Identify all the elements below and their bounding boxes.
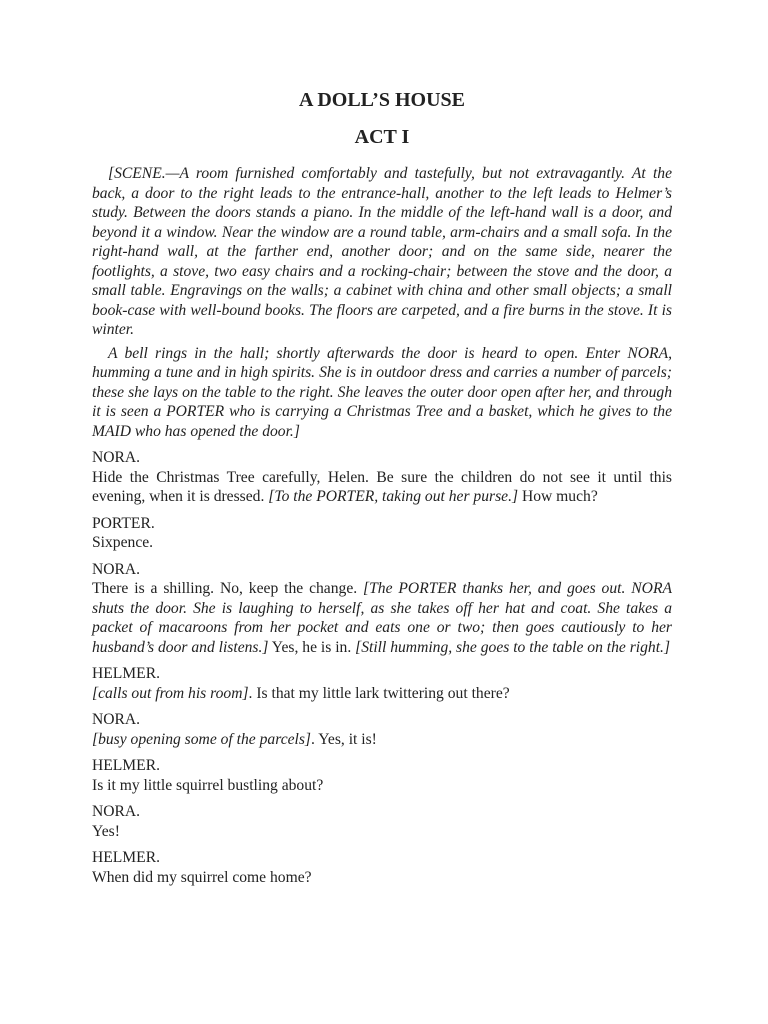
speaker-name: NORA. — [92, 449, 141, 466]
speech-line: How much? — [518, 488, 598, 505]
speech-text — [92, 468, 672, 507]
act-heading: ACT I — [354, 126, 410, 148]
scene-description: [SCENE.—A room furnished comfortably and tastefully, but not extravagantly. At the back, a door to the right leads to the entrance-hall, another to the left leads to Helmer’s study. Between the doors stands a piano. In the middle of the left-hand wall is a door, and beyond it a window. Near the window are a round table, arm-chairs and a small sofa. In the right-hand wall, at the farther end, another door; and on the same side, nearer the footlights, a stove, two easy chairs and a rocking-chair; between the stove and the door, a small table. Engravings on the walls; a cabinet with china and other small objects; a small book-case with well-bound books. The floors are carpeted, and a fire burns in the stove. It is winter. — [92, 165, 672, 338]
speech-text — [92, 822, 672, 842]
speech-text — [92, 776, 672, 796]
dialogue-block — [92, 448, 672, 507]
speaker-name: HELMER. — [92, 849, 161, 866]
dialogue-block — [92, 664, 672, 703]
speech-text — [92, 533, 672, 553]
document-page — [92, 88, 672, 887]
speaker-name: HELMER. — [92, 665, 161, 682]
opening-stage-direction: A bell rings in the hall; shortly afterwards the door is heard to open. Enter NORA, humming a tune and in high spirits. She is in outdoor dress and carries a number of parcels; these she lays on the table to the right. She leaves the outer door open after her, and through it is seen a PORTER who is carrying a Christmas Tree and a basket, which he gives to the MAID who has opened the door.] — [92, 344, 672, 440]
speech-line: Sixpence. — [92, 534, 154, 551]
speech-text — [92, 730, 672, 750]
speaker-name: HELMER. — [92, 757, 161, 774]
dialogue-block — [92, 848, 672, 887]
speaker-name: PORTER. — [92, 514, 155, 532]
speech-line: There is a shilling. No, keep the change. — [92, 580, 364, 597]
dialogue-block — [92, 710, 672, 749]
speaker-name: NORA. — [92, 560, 141, 578]
dialogue-block — [92, 514, 672, 553]
dialogue-block — [92, 802, 672, 841]
dialogue — [92, 448, 672, 887]
stage-direction: [busy opening some of the parcels] — [92, 730, 312, 748]
speech-line: Is it my little squirrel bustling about? — [92, 776, 324, 794]
speech-text — [92, 684, 672, 704]
stage-direction: [To the PORTER, taking out her purse.] — [268, 488, 519, 505]
stage-direction: [Still humming, she goes to the table on the right.] — [355, 638, 671, 656]
dialogue-block — [92, 756, 672, 795]
speaker-name: NORA. — [92, 803, 141, 820]
speech-line: . Is that my little lark twittering out there? — [248, 684, 510, 702]
dialogue-block — [92, 560, 672, 658]
speech-line: . Yes, it is! — [311, 730, 377, 748]
speech-line: Yes! — [92, 822, 120, 840]
play-title: A DOLL’S HOUSE — [299, 89, 465, 111]
stage-direction: [calls out from his room] — [92, 684, 249, 702]
speech-line: Yes, he is in. — [268, 638, 356, 656]
speech-line: When did my squirrel come home? — [92, 868, 312, 886]
speech-text — [92, 868, 672, 888]
speech-text — [92, 579, 672, 657]
stage-direction: [The PORTER thanks her, and goes out. NORA shuts the door. She is laughing to herself, as she takes off her hat and coat. She takes a packet of macaroons from her pocket and eats one or two; then goes cautiously to her husband’s door and listens.] — [92, 580, 672, 656]
speech-line: Hide the Christmas Tree carefully, Helen. Be sure the children do not see it until this evening, when it is dressed. — [92, 468, 672, 505]
speaker-name: NORA. — [92, 711, 141, 728]
